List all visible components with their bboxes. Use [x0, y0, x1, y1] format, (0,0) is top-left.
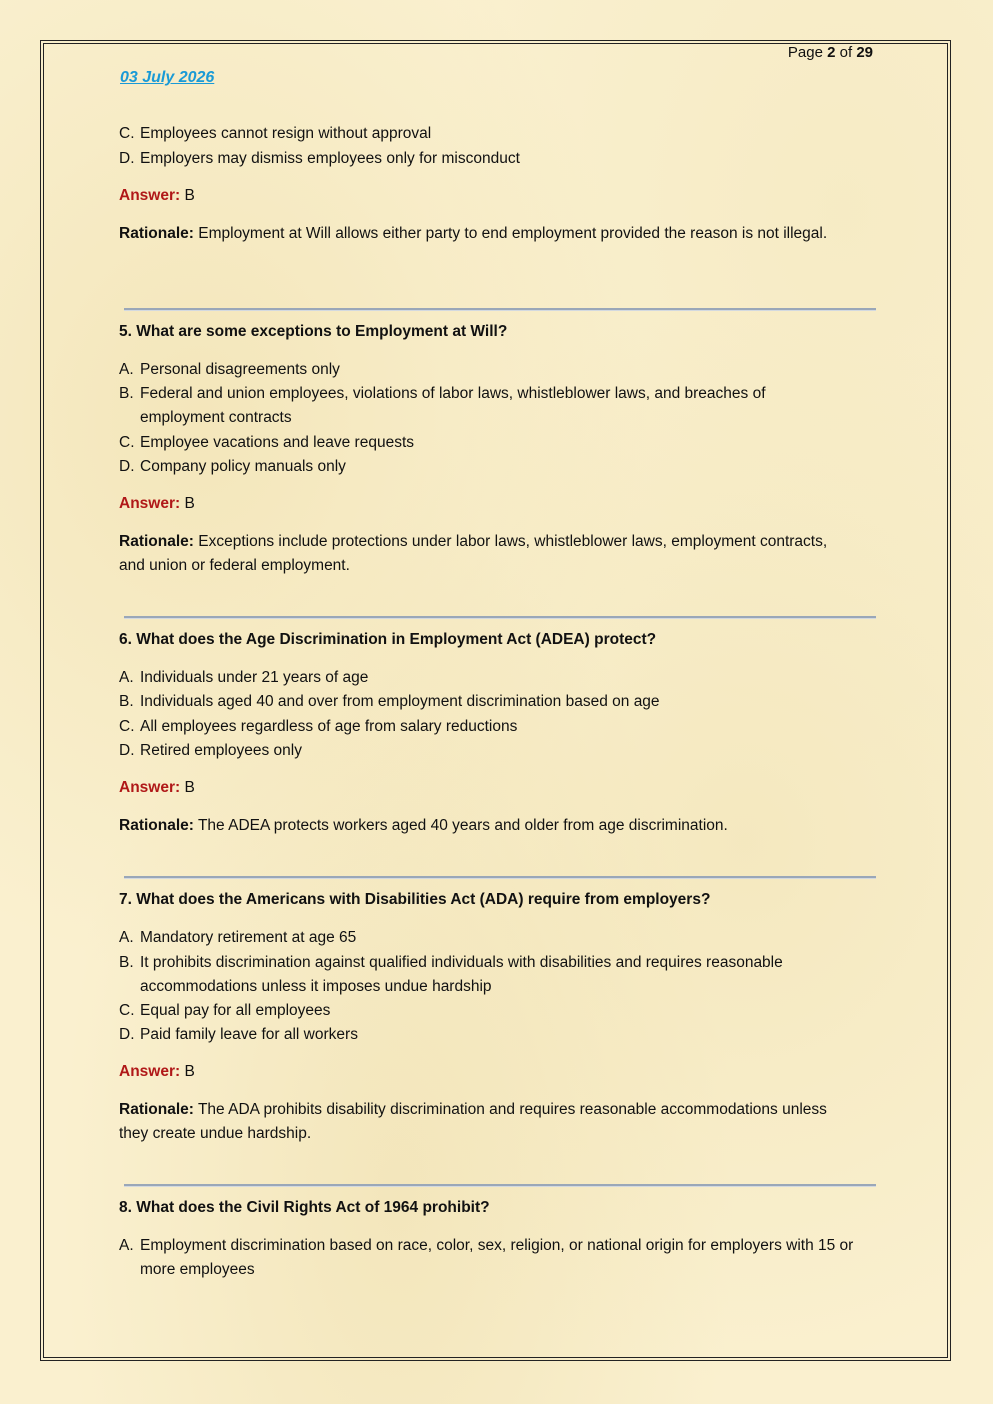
rationale-text: The ADEA protects workers aged 40 years and older from age discrimination.: [197, 817, 728, 834]
rationale-text: Employment at Will allows either party to end employment provided the reason is not illegal.: [198, 225, 828, 242]
rationale-label: Rationale:: [119, 817, 194, 834]
rationale: [119, 814, 877, 838]
question-divider: [124, 876, 876, 879]
option-text: Employers may dismiss employees only for misconduct: [140, 150, 520, 167]
option-text: Company policy manuals only: [140, 458, 346, 475]
option-a: [119, 1234, 864, 1282]
rationale-text: The ADA prohibits disability discrimination and requires reasonable accommodations unless they create undue hardship.: [119, 1101, 827, 1142]
page-prefix: Page: [787, 44, 823, 61]
rationale-label: Rationale:: [119, 225, 194, 242]
option-text: Paid family leave for all workers: [140, 1026, 358, 1043]
option-text: Employment discrimination based on race, color, sex, religion, or national origin for employers with 15 or more employees: [140, 1237, 854, 1278]
question-divider: [124, 308, 876, 311]
question-title: 6. What does the Age Discrimination in Employment Act (ADEA) protect?: [119, 631, 657, 648]
option-text: Individuals aged 40 and over from employment discrimination based on age: [140, 693, 660, 710]
option-letter: B.: [119, 693, 134, 710]
option-text: It prohibits discrimination against qualified individuals with disabilities and requires reasonable accommodations unless it imposes undue hardship: [140, 954, 783, 995]
option-d: [119, 739, 859, 763]
page-number: [788, 44, 873, 61]
option-c: [119, 431, 859, 455]
question-divider: [124, 1184, 876, 1187]
answer-value: B: [184, 187, 195, 204]
answer-label: Answer:: [119, 187, 181, 204]
rationale: [119, 222, 859, 246]
option-c: [119, 122, 859, 146]
option-letter: C.: [119, 434, 135, 451]
option-c: [119, 999, 859, 1023]
option-a: [119, 926, 859, 950]
option-letter: C.: [119, 718, 135, 735]
option-letter: D.: [119, 742, 135, 759]
answer-line: [119, 184, 877, 208]
option-b: [119, 382, 844, 430]
option-letter: B.: [119, 954, 134, 971]
answer-line: [119, 776, 877, 800]
option-letter: A.: [119, 669, 134, 686]
option-d: [119, 1023, 859, 1047]
rationale-label: Rationale:: [119, 533, 194, 550]
answer-line: [119, 1060, 877, 1084]
option-letter: D.: [119, 1026, 135, 1043]
answer-value: B: [184, 495, 195, 512]
answer-line: [119, 492, 877, 516]
rationale-text: Exceptions include protections under labor laws, whistleblower laws, employment contracts, and union or federal employment.: [119, 533, 828, 574]
option-letter: C.: [119, 1002, 135, 1019]
option-letter: D.: [119, 458, 135, 475]
question-title: 8. What does the Civil Rights Act of 1964 prohibit?: [119, 1199, 490, 1216]
page-current: 2: [827, 44, 836, 61]
option-letter: A.: [119, 1237, 134, 1254]
answer-label: Answer:: [119, 495, 181, 512]
answer-value: B: [184, 779, 195, 796]
page-of: of: [839, 44, 853, 61]
option-text: Employees cannot resign without approval: [140, 125, 432, 142]
option-a: [119, 358, 859, 382]
option-letter: D.: [119, 150, 135, 167]
option-text: Employee vacations and leave requests: [140, 434, 414, 451]
answer-label: Answer:: [119, 779, 181, 796]
option-text: Retired employees only: [140, 742, 302, 759]
option-d: [119, 147, 859, 171]
question-divider: [124, 616, 876, 619]
option-letter: A.: [119, 361, 134, 378]
option-c: [119, 715, 859, 739]
option-text: Mandatory retirement at age 65: [140, 929, 357, 946]
option-text: Federal and union employees, violations of labor laws, whistleblower laws, and breaches of employment contracts: [140, 385, 766, 426]
option-text: Individuals under 21 years of age: [140, 669, 369, 686]
option-b: [119, 690, 859, 714]
option-letter: C.: [119, 125, 135, 142]
option-letter: B.: [119, 385, 134, 402]
option-text: Personal disagreements only: [140, 361, 340, 378]
option-a: [119, 666, 859, 690]
document-date[interactable]: 03 July 2026: [120, 69, 215, 86]
option-letter: A.: [119, 929, 134, 946]
option-b: [119, 951, 869, 999]
rationale-label: Rationale:: [119, 1101, 194, 1118]
page-total: 29: [856, 44, 873, 61]
rationale: [119, 530, 839, 578]
question-title: 5. What are some exceptions to Employment at Will?: [119, 323, 508, 340]
answer-value: B: [184, 1063, 195, 1080]
option-d: [119, 455, 859, 479]
rationale: [119, 1098, 859, 1146]
question-title: 7. What does the Americans with Disabilities Act (ADA) require from employers?: [119, 891, 711, 908]
option-text: Equal pay for all employees: [140, 1002, 331, 1019]
answer-label: Answer:: [119, 1063, 181, 1080]
option-text: All employees regardless of age from salary reductions: [140, 718, 518, 735]
